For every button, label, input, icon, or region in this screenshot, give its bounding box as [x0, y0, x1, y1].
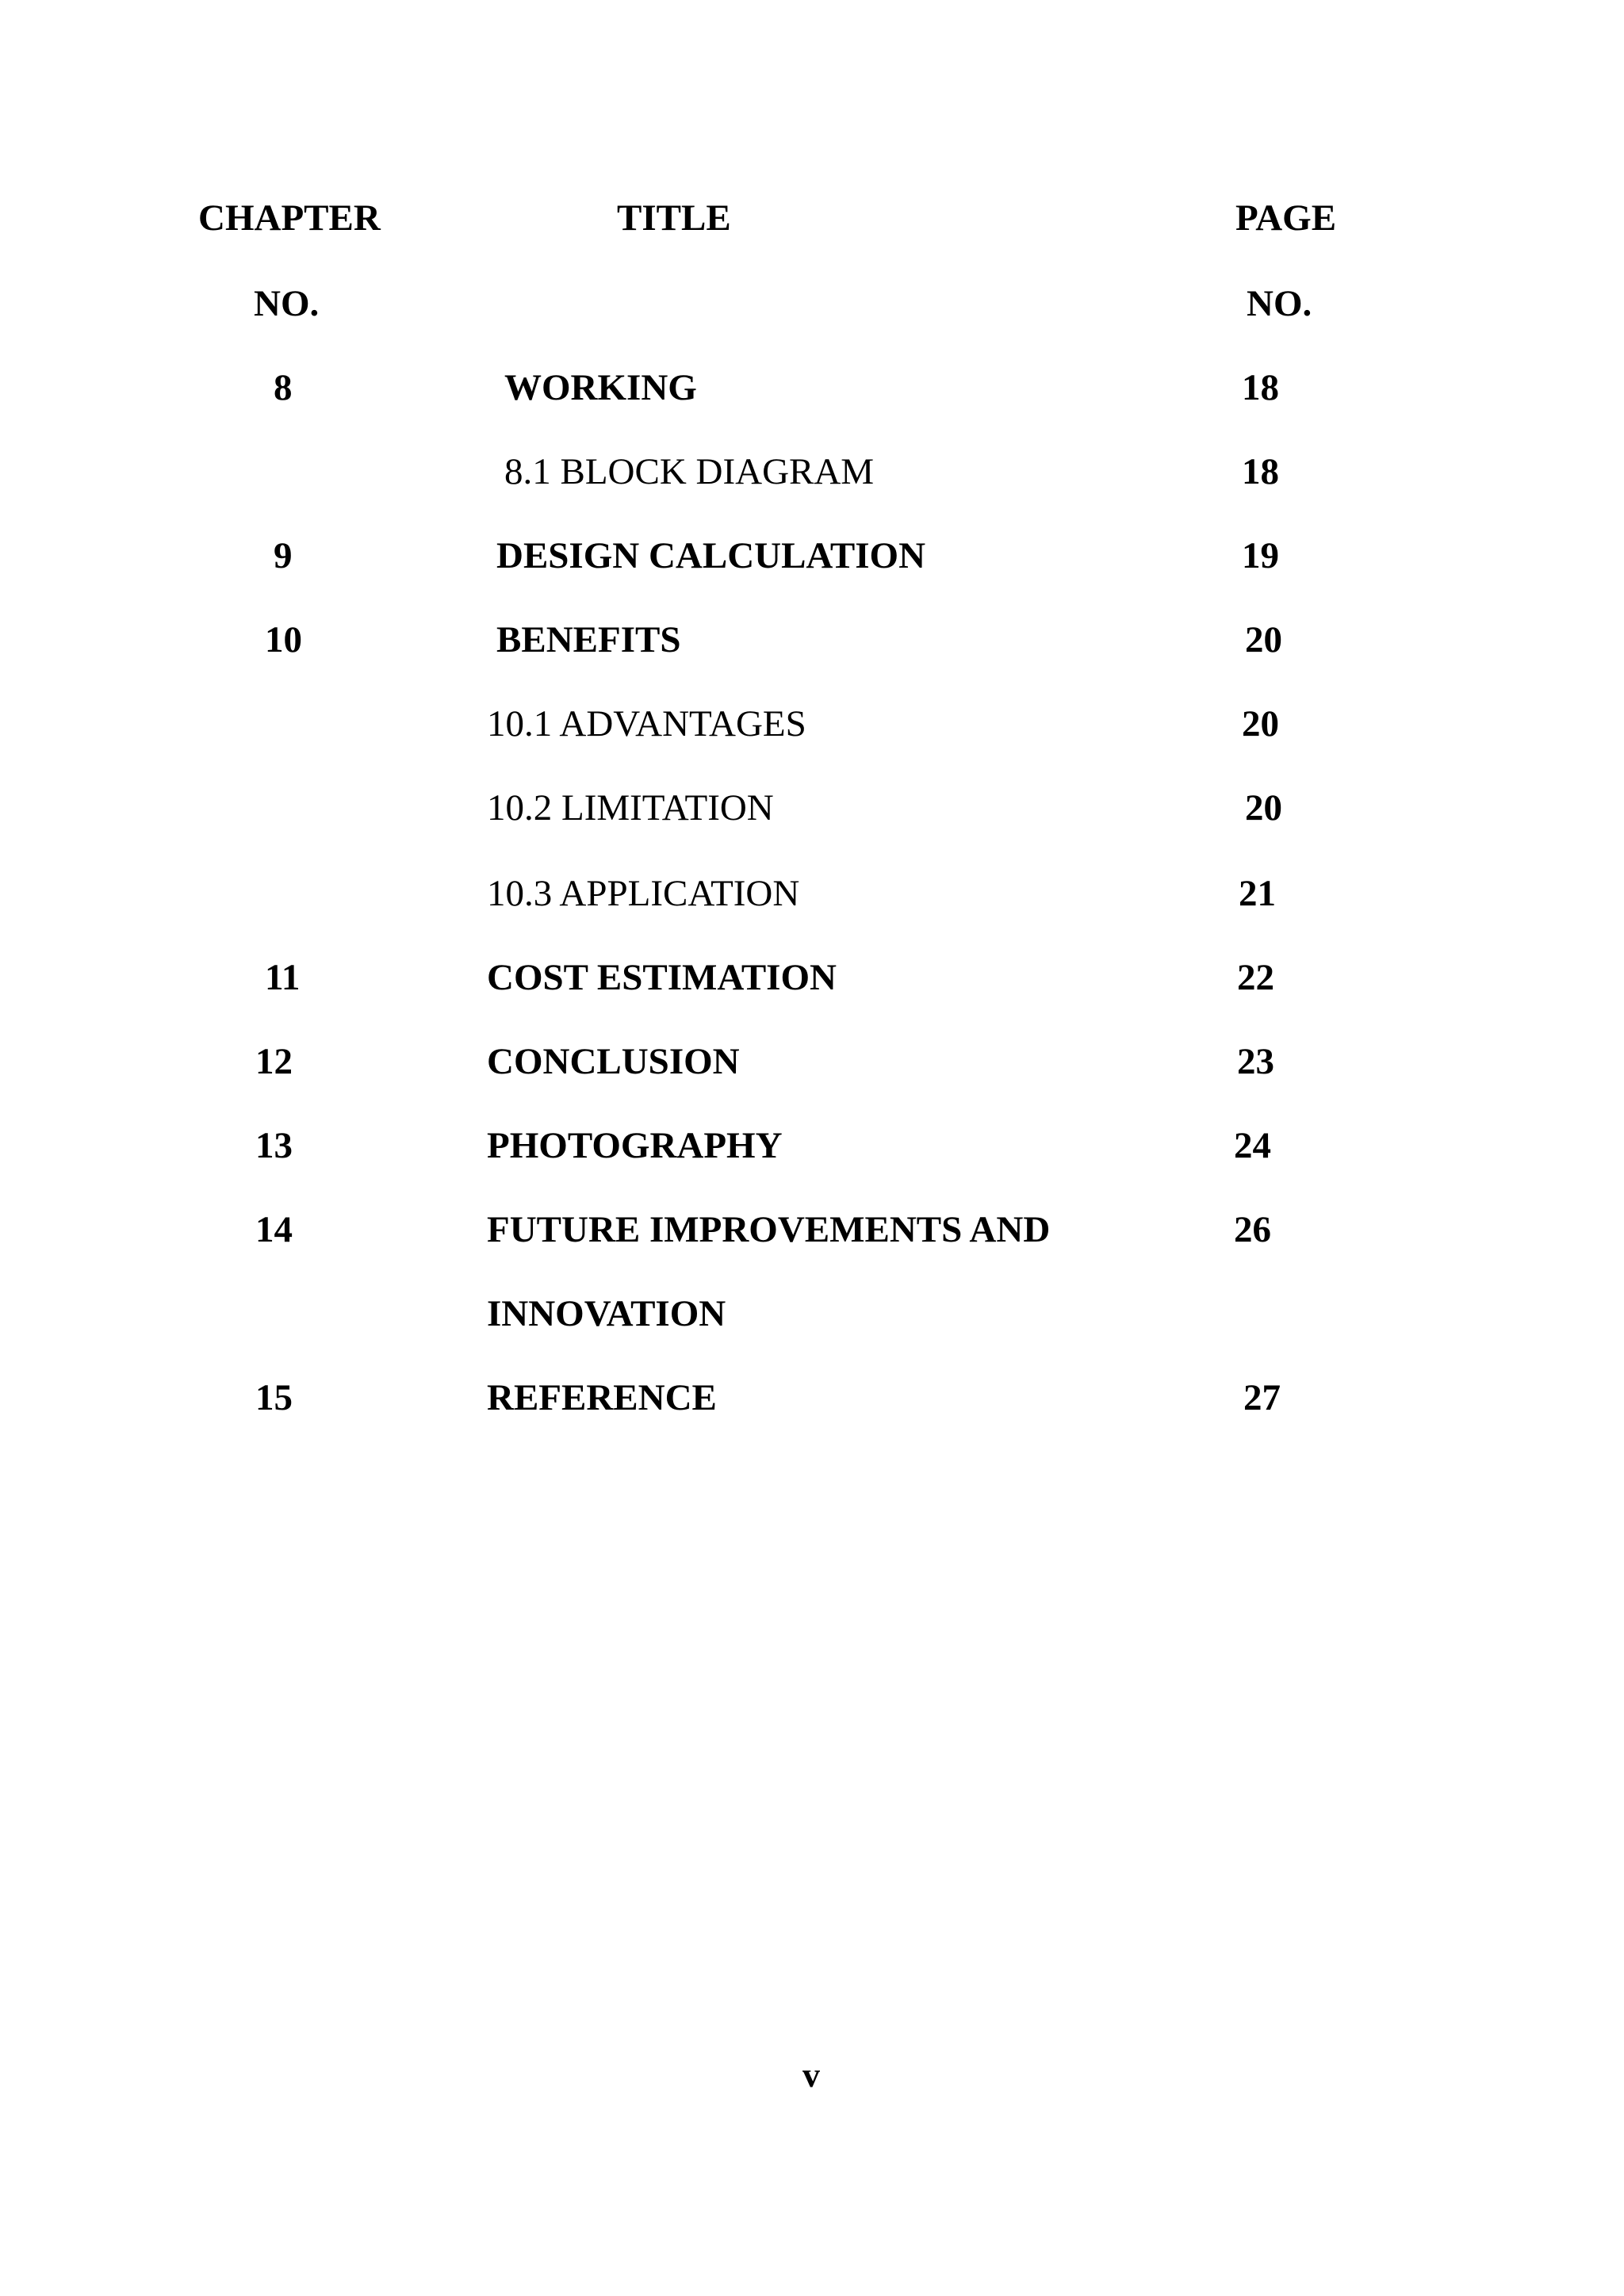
toc-chapter-number: 12	[255, 1041, 293, 1082]
header-page-label: PAGE	[1235, 197, 1337, 239]
toc-chapter-number: 11	[265, 957, 301, 998]
toc-chapter-number: 9	[274, 535, 293, 576]
toc-chapter-number: 14	[255, 1209, 293, 1250]
toc-entry-title: REFERENCE	[487, 1377, 717, 1418]
toc-page-number: 26	[1234, 1209, 1271, 1250]
toc-page-number: 18	[1242, 451, 1279, 492]
toc-chapter-number: 13	[255, 1125, 293, 1166]
toc-entry-title: CONCLUSION	[487, 1041, 740, 1082]
header-page-no-label: NO.	[1247, 283, 1312, 324]
toc-subentry-title: 10.2 LIMITATION	[487, 787, 774, 828]
toc-entry-title: DESIGN CALCULATION	[496, 535, 926, 576]
header-chapter-no-label: NO.	[254, 283, 320, 324]
toc-entry-title: PHOTOGRAPHY	[487, 1125, 783, 1166]
toc-entry-title: BENEFITS	[496, 619, 681, 660]
toc-page-number: 19	[1242, 535, 1279, 576]
toc-page-number: 20	[1242, 703, 1279, 744]
toc-page-number: 27	[1243, 1377, 1281, 1418]
toc-subentry-title: 8.1 BLOCK DIAGRAM	[504, 451, 875, 492]
toc-entry-title: FUTURE IMPROVEMENTS AND	[487, 1209, 1051, 1250]
toc-subentry-title: 10.1 ADVANTAGES	[487, 703, 806, 744]
toc-entry-title: WORKING	[504, 367, 697, 408]
toc-entry-title: COST ESTIMATION	[487, 957, 837, 998]
toc-page-number: 21	[1239, 873, 1276, 914]
toc-entry-title-continuation: INNOVATION	[487, 1293, 726, 1334]
toc-chapter-number: 15	[255, 1377, 293, 1418]
header-chapter-label: CHAPTER	[198, 197, 381, 239]
footer-page-number: v	[802, 2056, 820, 2095]
toc-page-number: 20	[1245, 787, 1282, 828]
toc-page-number: 22	[1237, 957, 1274, 998]
toc-chapter-number: 8	[274, 367, 293, 408]
toc-subentry-title: 10.3 APPLICATION	[487, 873, 800, 914]
toc-page-number: 18	[1242, 367, 1279, 408]
toc-page-number: 23	[1237, 1041, 1274, 1082]
toc-chapter-number: 10	[265, 619, 302, 660]
header-title-label: TITLE	[617, 197, 731, 239]
toc-page-number: 20	[1245, 619, 1282, 660]
toc-page-number: 24	[1234, 1125, 1271, 1166]
